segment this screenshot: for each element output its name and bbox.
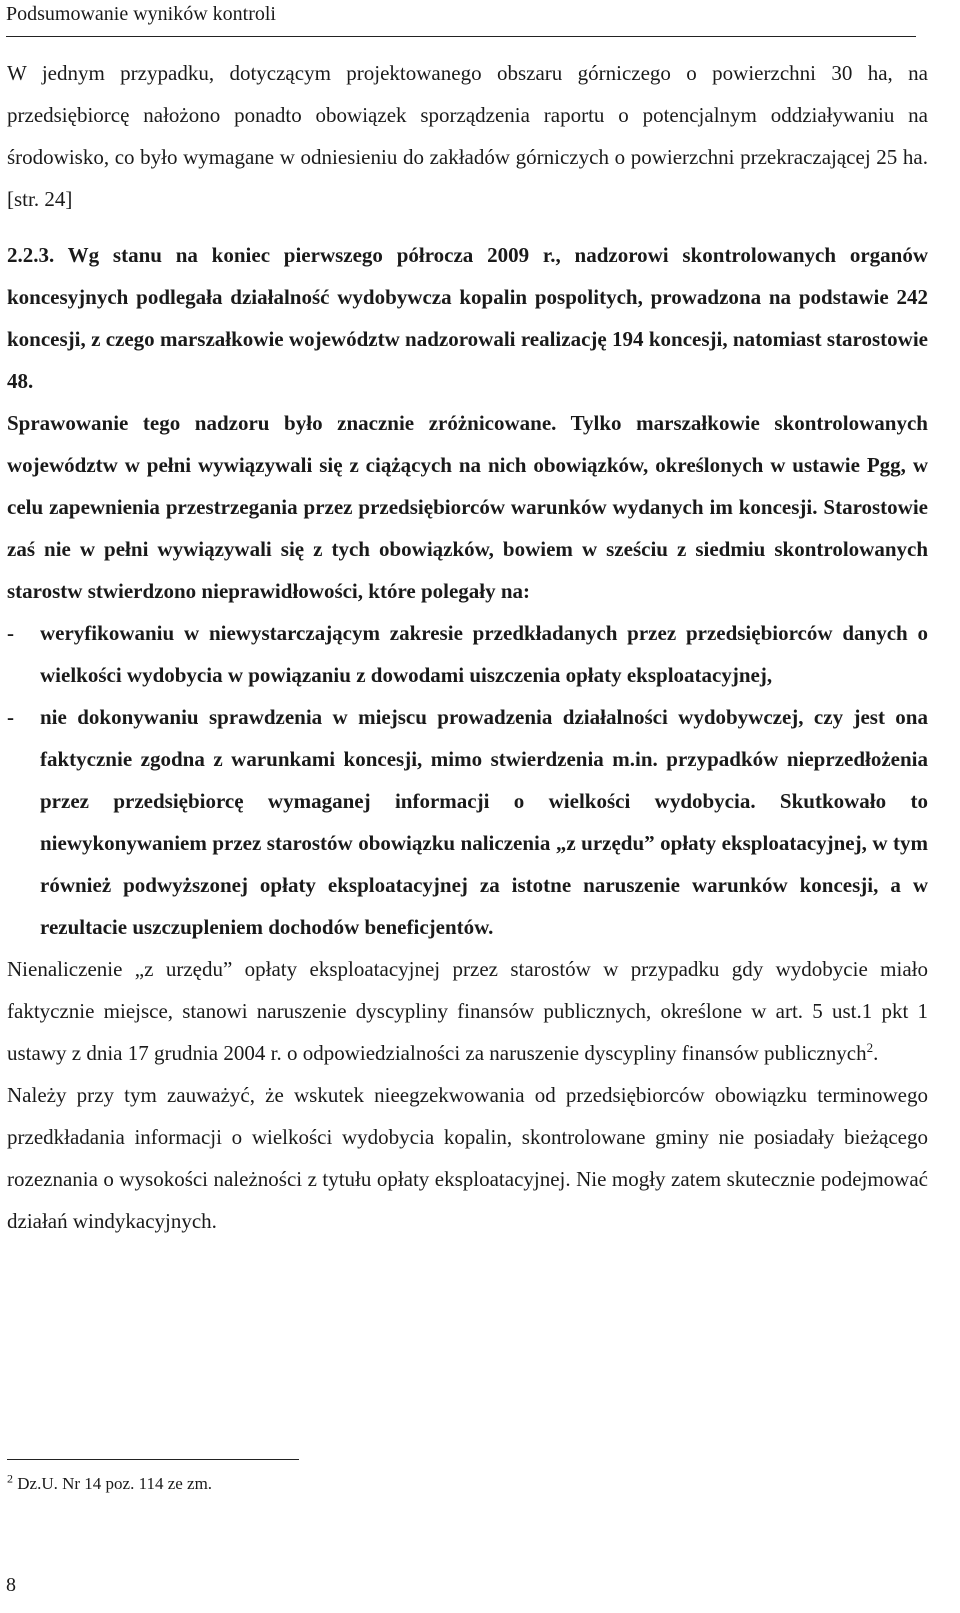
page-number: 8: [6, 1574, 16, 1596]
header-title: Podsumowanie wyników kontroli: [6, 3, 276, 25]
list-item: [7, 696, 928, 948]
paragraph-5: Należy przy tym zauważyć, że wskutek nieegzekwowania od przedsiębiorców obowiązku terminowego przedkładania informacji o wielkości wydobycia kopalin, skontrolowane gminy nie posiadały bieżącego rozeznania o wysokości należności z tytułu opłaty eksploatacyjnej. Nie mogły zatem skutecznie podejmować działań windykacyjnych.: [7, 1083, 928, 1233]
list-item: [7, 612, 928, 696]
paragraph-4-text: Nienaliczenie „z urzędu” opłaty eksploatacyjnej przez starostów w przypadku gdy wydobycie miało faktycznie miejsce, stanowi naruszenie dyscypliny finansów publicznych, określone w art. 5 ust.1 pkt 1 ustawy z dnia 17 grudnia 2004 r. o odpowiedzialności za naruszenie dyscypliny finansów publicznych: [7, 957, 928, 1065]
footnote-divider: [7, 1459, 299, 1460]
paragraph-2: 2.2.3. Wg stanu na koniec pierwszego półrocza 2009 r., nadzorowi skontrolowanych organów koncesyjnych podlegała działalność wydobywcza kopalin pospolitych, prowadzona na podstawie 242 koncesji, z czego marszałkowie województw nadzorowali realizację 194 koncesji, natomiast starostowie 48.: [7, 243, 928, 393]
list-item-text: weryfikowaniu w niewystarczającym zakresie przedkładanych przez przedsiębiorców danych o wielkości wydobycia w powiązaniu z dowodami uiszczenia opłaty eksploatacyjnej,: [40, 621, 928, 687]
footnote-text: Dz.U. Nr 14 poz. 114 ze zm.: [13, 1474, 213, 1493]
page-body: [7, 52, 928, 1242]
paragraph-1: W jednym przypadku, dotyczącym projektowanego obszaru górniczego o powierzchni 30 ha, na przedsiębiorcę nałożono ponadto obowiązek sporządzenia raportu o potencjalnym oddziaływaniu na środowisko, co było wymagane w odniesieniu do zakładów górniczych o powierzchni przekraczającej 25 ha. [str. 24]: [7, 61, 928, 211]
footnote-marker: 2: [7, 1471, 13, 1486]
list-dash: -: [7, 621, 14, 645]
paragraph-3: Sprawowanie tego nadzoru było znacznie zróżnicowane. Tylko marszałkowie skontrolowanych województw w pełni wywiązywali się z ciążących na nich obowiązków, określonych w ustawie Pgg, w celu zapewnienia przestrzegania przez przedsiębiorców warunków wydanych im koncesji. Starostowie zaś nie w pełni wywiązywali się z tych obowiązków, bowiem w sześciu z siedmiu skontrolowanych starostw stwierdzono nieprawidłowości, które polegały na:: [7, 411, 928, 603]
paragraph-4-end: .: [873, 1041, 879, 1065]
running-header: [6, 0, 916, 37]
paragraph-4: [7, 948, 928, 1074]
list-dash: -: [7, 705, 14, 729]
footnote-reference[interactable]: 2: [866, 1040, 874, 1055]
list-item-text: nie dokonywaniu sprawdzenia w miejscu prowadzenia działalności wydobywczej, czy jest ona faktycznie zgodna z warunkami koncesji, mimo stwierdzenia m.in. przypadków nieprzedłożenia przez przedsiębiorcę wymaganej informacji o wielkości wydobycia. Skutkowało to niewykonywaniem przez starostów obowiązku naliczenia „z urzędu” opłaty eksploatacyjnej, w tym również podwyższonej opłaty eksploatacyjnej za istotne naruszenie warunków koncesji, a w rezultacie uszczupleniem dochodów beneficjentów.: [40, 705, 928, 939]
footnote: [7, 1472, 212, 1496]
